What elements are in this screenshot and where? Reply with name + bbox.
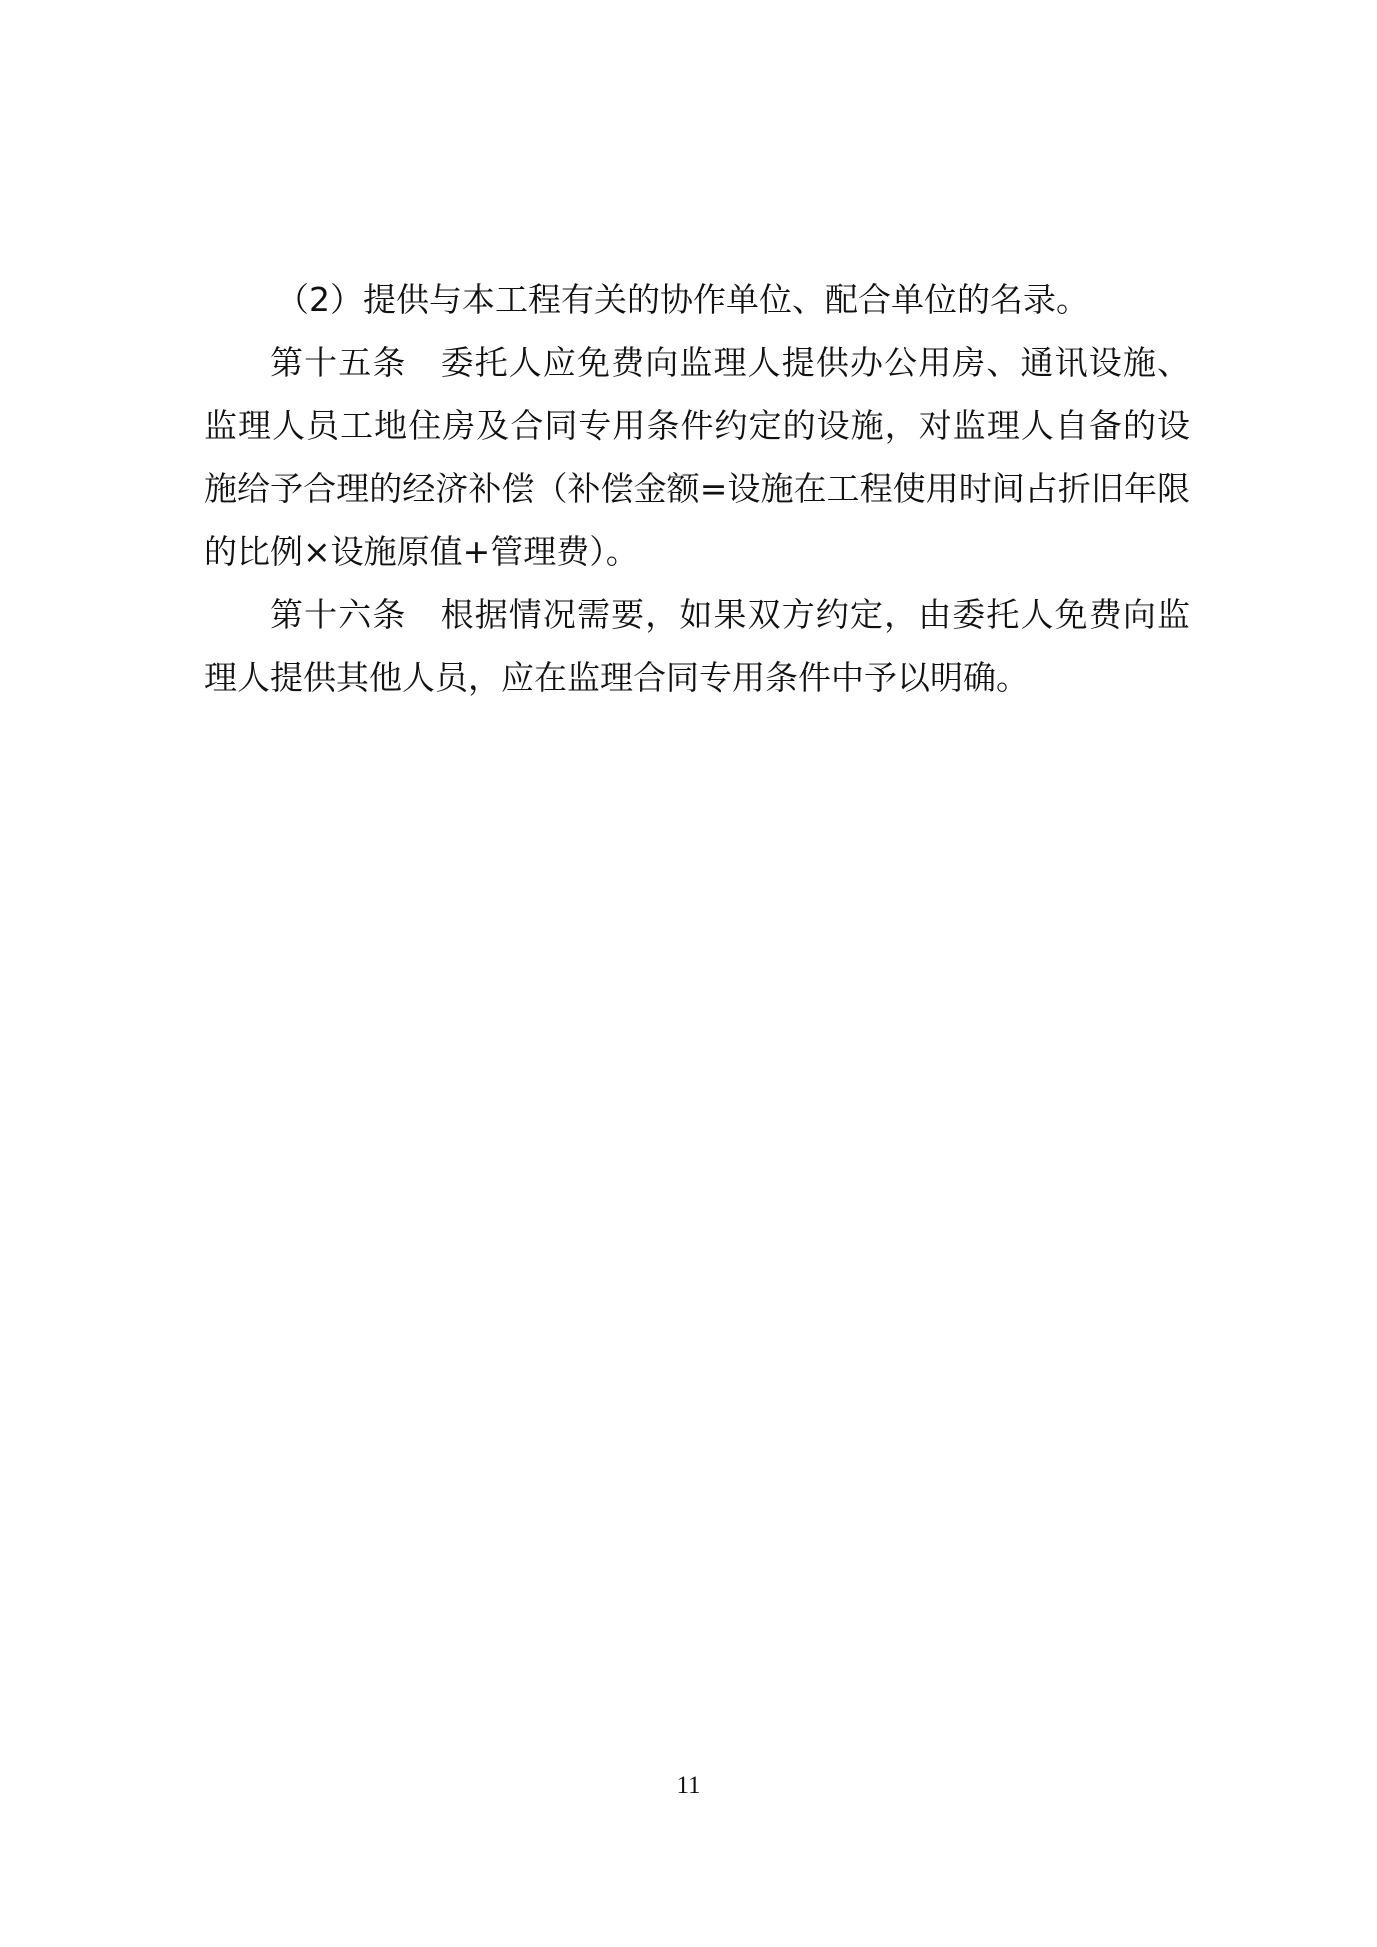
document-body <box>204 268 1190 709</box>
article-16-paragraph: 第十六条 根据情况需要，如果双方约定，由委托人免费向监理人提供其他人员，应在监理合同专用条件中予以明确。 <box>204 595 1190 697</box>
article-15-paragraph: 第十五条 委托人应免费向监理人提供办公用房、通讯设施、监理人员工地住房及合同专用条件约定的设施，对监理人自备的设施给予合理的经济补偿（补偿金额=设施在工程使用时间占折旧年限的比例×设施原值+管理费）。 <box>204 343 1190 571</box>
page-number: 11 <box>676 1772 701 1799</box>
paragraph-item-2: （2）提供与本工程有关的协作单位、配合单位的名录。 <box>276 280 1089 319</box>
